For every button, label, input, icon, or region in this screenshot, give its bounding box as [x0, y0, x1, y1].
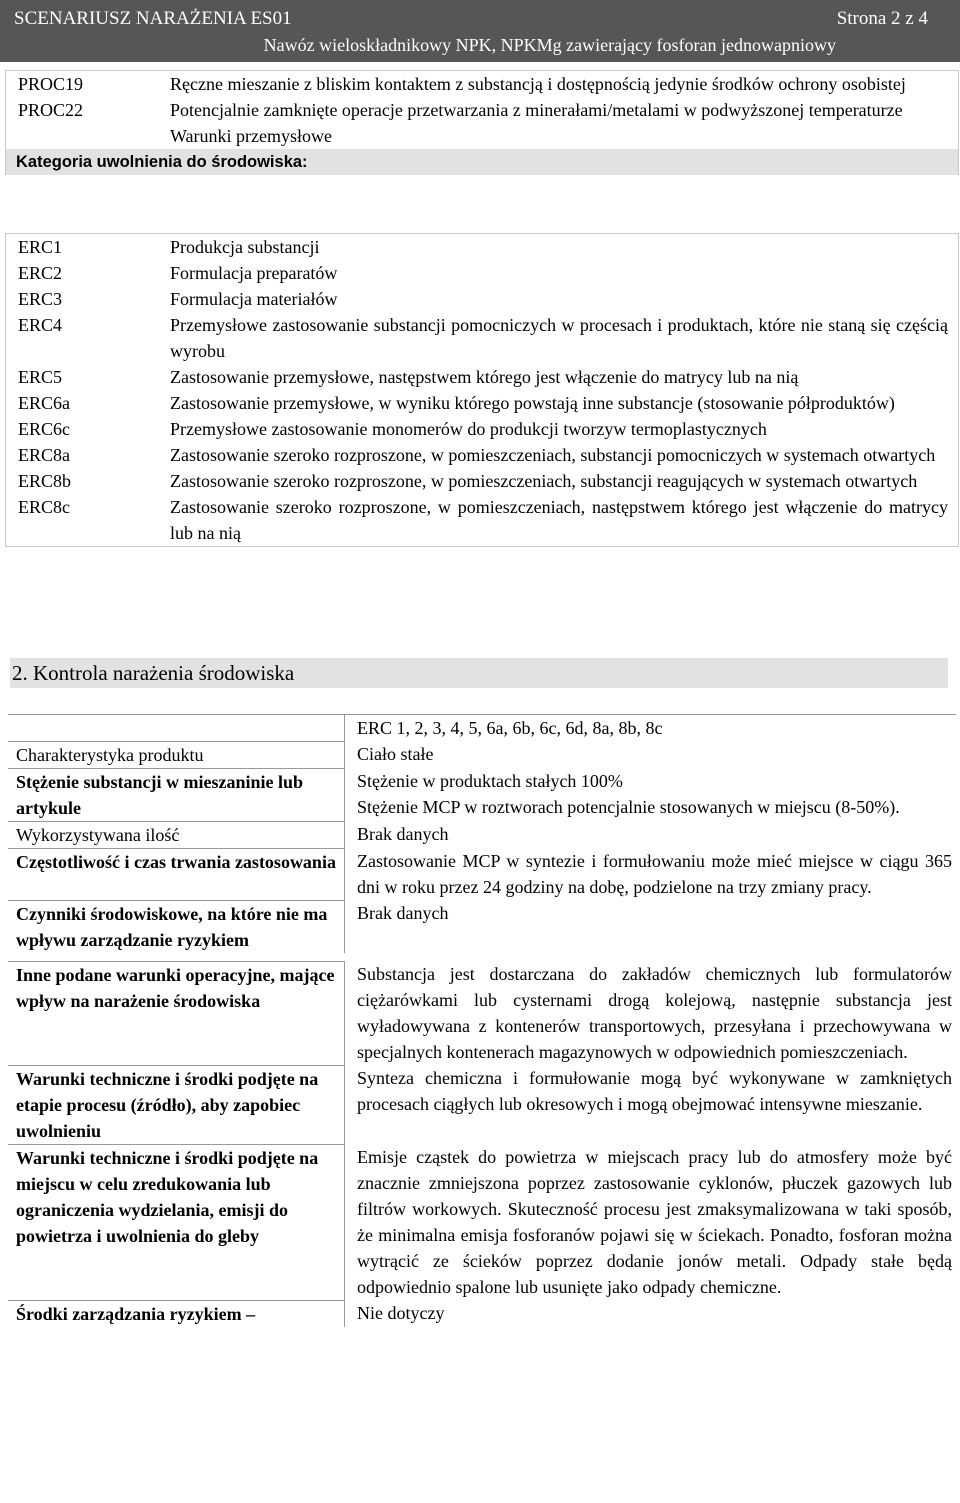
erc-code: ERC5: [18, 367, 63, 387]
section-heading: 2. Kontrola narażenia środowiska: [10, 658, 948, 688]
row-value: Synteza chemiczna i formułowanie mogą być wykonywane w zamkniętych procesach ciągłych lub okresowych i mogą obejmować intensywne mieszanie.: [344, 1065, 956, 1144]
proc-code: PROC22: [18, 100, 84, 120]
row-value: [344, 768, 956, 821]
row-value: Brak danych: [344, 821, 956, 848]
row-label: Wykorzystywana ilość: [8, 821, 344, 848]
row-label: Środki zarządzania ryzykiem –: [8, 1300, 344, 1327]
erc-table: [5, 233, 959, 547]
erc-row: [6, 286, 958, 312]
erc-code: ERC8a: [18, 445, 70, 465]
erc-code: ERC8c: [18, 497, 70, 517]
table-row: [8, 848, 956, 900]
row-value: Emisje cząstek do powietrza w miejscach pracy lub do atmosfery może być znacznie zmniejszona poprzez zastosowanie cyklonów, płuczek gazowych lub filtrów workowych. Skuteczność procesu jest zmaksymalizowana w taki sposób, że minimalna emisja fosforanów pojawi się w ściekach. Ponadto, fosforan można wytrącić ze ścieków poprzez dodanie jonów metali. Odpady stałe będą odpowiednio spalone lub usunięte jako odpady chemiczne.: [344, 1144, 956, 1300]
erc-row: [6, 260, 958, 286]
erc-category-heading: Kategoria uwolnienia do środowiska:: [6, 149, 958, 175]
erc-row: [6, 494, 958, 546]
proc-row: [6, 97, 958, 123]
proc-table: [5, 70, 959, 175]
empty-label: [8, 715, 344, 741]
erc-row: [6, 312, 958, 364]
erc-code: ERC1: [18, 237, 63, 257]
erc-row: [6, 234, 958, 260]
row-value: Zastosowanie MCP w syntezie i formułowaniu może mieć miejsce w ciągu 365 dni w roku przez 24 godziny na dobę, podzielone na trzy zmiany pracy.: [344, 848, 956, 900]
table-row: [8, 1065, 956, 1144]
row-value: Brak danych: [344, 900, 956, 953]
erc-code: ERC6c: [18, 419, 70, 439]
table-row: [8, 821, 956, 848]
table-row: [8, 1144, 956, 1300]
row-value: Nie dotyczy: [344, 1300, 956, 1327]
erc-row: [6, 468, 958, 494]
document-title: SCENARIUSZ NARAŻENIA ES01: [14, 8, 292, 29]
page-header: [0, 0, 960, 62]
row-label: Częstotliwość i czas trwania zastosowania: [8, 848, 344, 900]
proc-code: [6, 123, 170, 149]
exposure-control-table: [8, 714, 956, 1327]
erc-row: [6, 442, 958, 468]
erc-description: Zastosowanie szeroko rozproszone, w pomieszczeniach, substancji pomocniczych w systemach otwartych: [170, 445, 936, 465]
erc-code: ERC8b: [18, 471, 72, 491]
proc-description: Potencjalnie zamknięte operacje przetwarzania z minerałami/metalami w podwyższonej temperaturze: [170, 100, 903, 120]
erc-row: [6, 416, 958, 442]
row-value: Substancja jest dostarczana do zakładów chemicznych lub formulatorów ciężarówkami lub cysternami drogą kolejową, następnie substancja jest wyładowywana z kontenerów transportowych, przesyłana i przechowywana w specjalnych kontenerach magazynowych w odpowiednich pomieszczeniach.: [344, 961, 956, 1065]
erc-description: Zastosowanie szeroko rozproszone, w pomieszczeniach, następstwem którego jest włączenie do matrycy lub na nią: [170, 497, 948, 543]
row-label: Warunki techniczne i środki podjęte na miejscu w celu zredukowania lub ograniczenia wydzielania, emisji do powietrza i uwolnienia do gleby: [8, 1144, 344, 1300]
erc-row: [6, 390, 958, 416]
erc-description: Przemysłowe zastosowanie substancji pomocniczych w procesach i produktach, które nie staną się częścią wyrobu: [170, 315, 948, 361]
erc-row: [6, 364, 958, 390]
erc-description: Zastosowanie szeroko rozproszone, w pomieszczeniach, substancji reagujących w systemach otwartych: [170, 471, 918, 491]
row-label: Czynniki środowiskowe, na które nie ma wpływu zarządzanie ryzykiem: [8, 900, 344, 953]
proc-row: [6, 123, 958, 149]
erc-code: ERC2: [18, 263, 63, 283]
row-value-line: Stężenie w produktach stałych 100%: [357, 771, 623, 791]
proc-row: [6, 71, 958, 97]
row-label: Stężenie substancji w mieszaninie lub artykule: [8, 768, 344, 821]
table-row: [8, 961, 956, 1065]
erc-code: ERC6a: [18, 393, 70, 413]
row-label: Charakterystyka produktu: [8, 741, 344, 768]
table-row: [8, 768, 956, 821]
erc-code: ERC3: [18, 289, 63, 309]
erc-description: Zastosowanie przemysłowe, następstwem którego jest włączenie do matrycy lub na nią: [170, 367, 799, 387]
table-row: [8, 741, 956, 768]
table-row: [8, 900, 956, 953]
row-value-line: Stężenie MCP w roztworach potencjalnie stosowanych w miejscu (8-50%).: [357, 797, 900, 817]
table-row: [8, 1300, 956, 1327]
erc-code: ERC4: [18, 315, 63, 335]
row-value: Ciało stałe: [344, 741, 956, 768]
document-subtitle: Nawóz wieloskładnikowy NPK, NPKMg zawierający fosforan jednowapniowy: [263, 35, 836, 55]
erc-description: Zastosowanie przemysłowe, w wyniku którego powstają inne substancje (stosowanie półproduktów): [170, 393, 895, 413]
erc-list-row: [8, 714, 956, 741]
erc-description: Formulacja preparatów: [170, 263, 338, 283]
row-label: Warunki techniczne i środki podjęte na etapie procesu (źródło), aby zapobiec uwolnieniu: [8, 1065, 344, 1144]
proc-description: Ręczne mieszanie z bliskim kontaktem z substancją i dostępnością jedynie środków ochrony osobistej: [170, 74, 906, 94]
erc-description: Produkcja substancji: [170, 237, 320, 257]
erc-description: Formulacja materiałów: [170, 289, 338, 309]
erc-list: ERC 1, 2, 3, 4, 5, 6a, 6b, 6c, 6d, 8a, 8b, 8c: [344, 715, 956, 741]
page-number: Strona 2 z 4: [836, 8, 928, 29]
erc-description: Przemysłowe zastosowanie monomerów do produkcji tworzyw termoplastycznych: [170, 419, 767, 439]
row-label: Inne podane warunki operacyjne, mające wpływ na narażenie środowiska: [8, 961, 344, 1065]
proc-description: Warunki przemysłowe: [170, 126, 332, 146]
proc-code: PROC19: [18, 74, 84, 94]
